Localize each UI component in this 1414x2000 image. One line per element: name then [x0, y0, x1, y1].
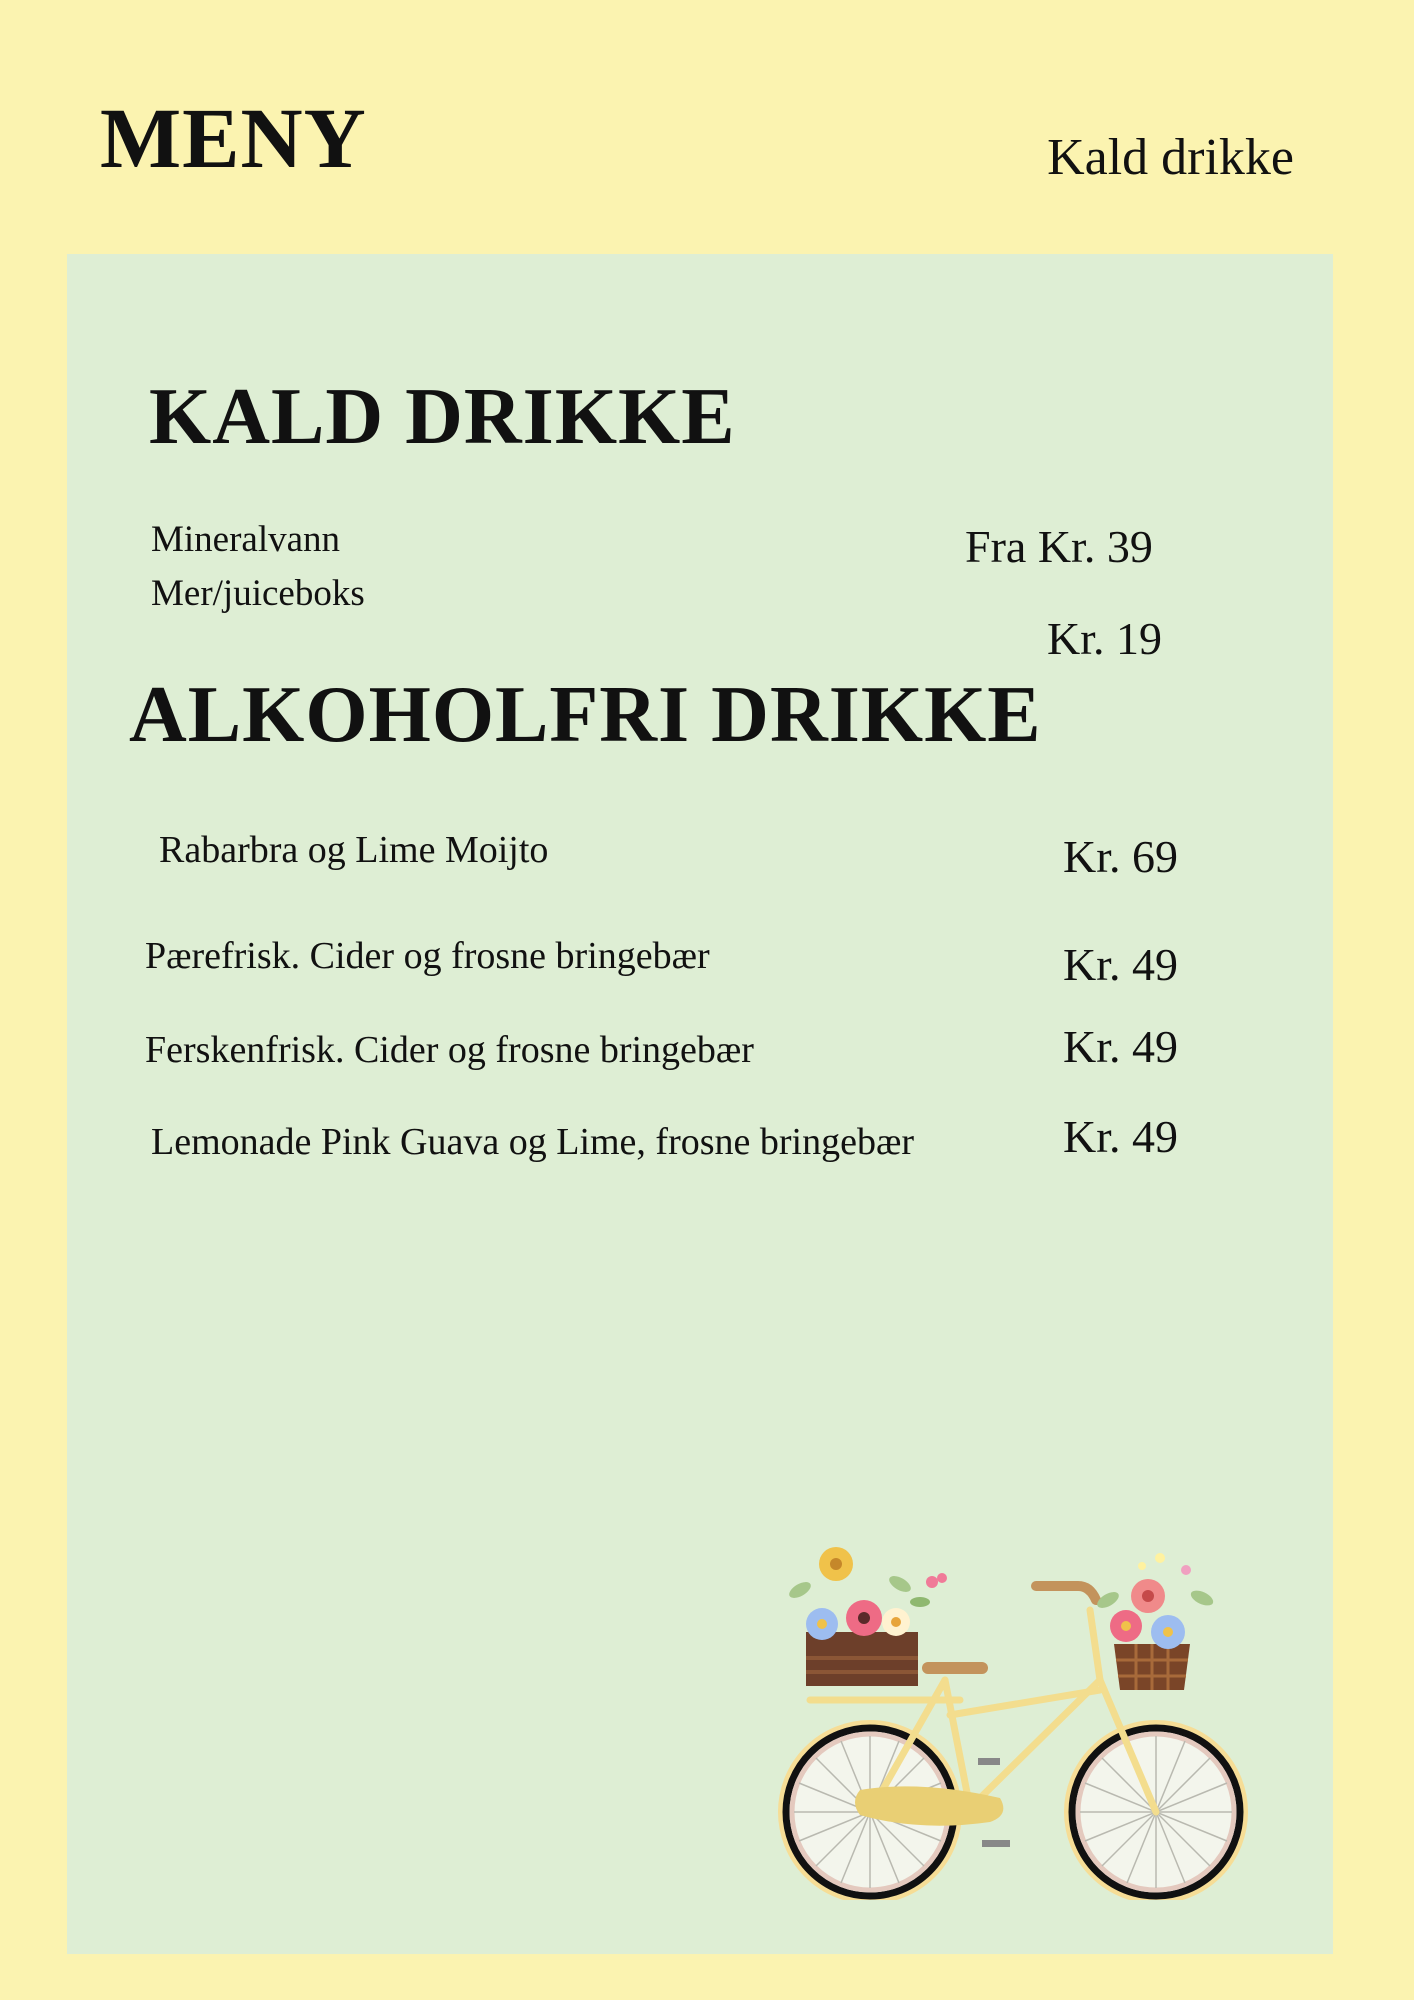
- menu-item-price: Kr. 19: [1047, 613, 1162, 664]
- handlebar: [1036, 1586, 1096, 1600]
- menu-item-name: Mer/juiceboks: [151, 573, 365, 614]
- menu-item-name: Rabarbra og Lime Moijto: [159, 829, 549, 871]
- menu-title: MENY: [100, 90, 367, 186]
- menu-item-price: Kr. 49: [1063, 939, 1178, 990]
- menu-item-price: Fra Kr. 39: [965, 521, 1153, 572]
- bicycle-seat: [922, 1662, 988, 1674]
- front-flowers-icon: [1095, 1553, 1216, 1649]
- menu-item-price: Kr. 49: [1063, 1111, 1178, 1162]
- menu-item-name: Lemonade Pink Guava og Lime, frosne bringebær: [151, 1121, 914, 1163]
- bicycle-with-flower-baskets-icon: [770, 1540, 1260, 1900]
- rear-flowers-icon: [787, 1547, 947, 1640]
- menu-item-name: Mineralvann: [151, 519, 341, 560]
- pedal: [982, 1840, 1010, 1847]
- menu-item-name: Ferskenfrisk. Cider og frosne bringebær: [145, 1029, 754, 1071]
- section-heading-kald-drikke: KALD DRIKKE: [149, 373, 736, 461]
- section-heading-alkoholfri-drikke: ALKOHOLFRI DRIKKE: [129, 671, 1042, 759]
- front-basket: [1114, 1644, 1190, 1690]
- pedal: [978, 1758, 1000, 1765]
- menu-subtitle: Kald drikke: [1047, 129, 1294, 186]
- rear-crate: [806, 1632, 918, 1686]
- menu-item-name: Pærefrisk. Cider og frosne bringebær: [145, 935, 710, 977]
- menu-item-price: Kr. 49: [1063, 1021, 1178, 1072]
- menu-item-price: Kr. 69: [1063, 831, 1178, 882]
